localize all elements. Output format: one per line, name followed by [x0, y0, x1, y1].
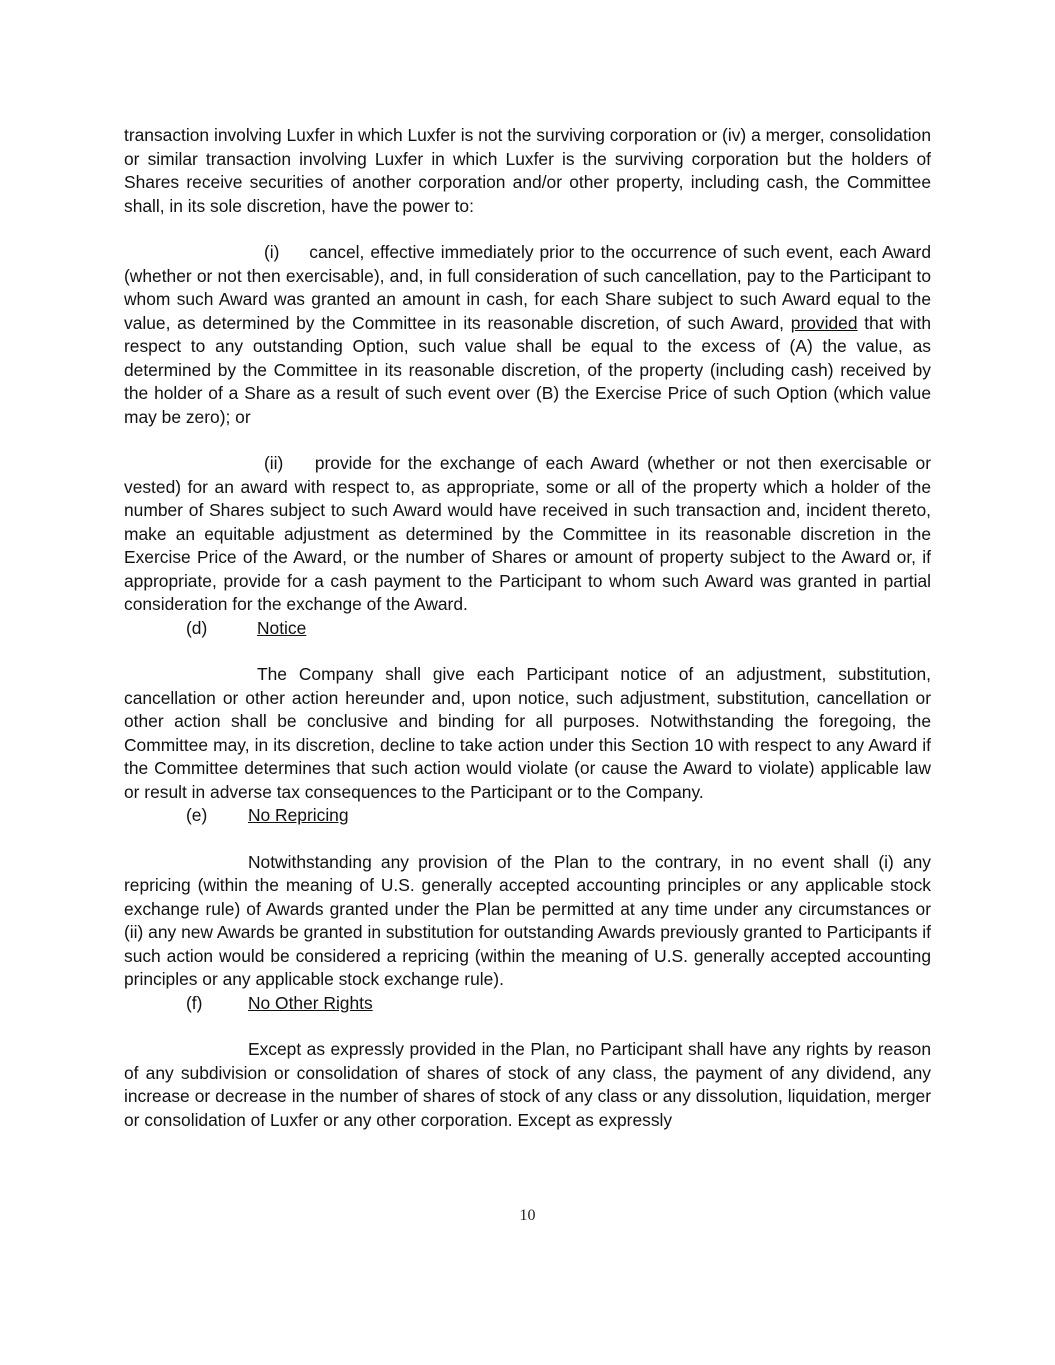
section-e-body: Notwithstanding any provision of the Plan to the contrary, in no event shall (i) any repricing (within the meaning of U.S. generally accepted accounting principles or any applicable stock exchange rule) of Awards granted under the Plan be permitted at any time under any circumstances or (ii) any new Awards be granted in substitution for outstanding Awards previously granted to Participants if such action would be considered a repricing (within the meaning of U.S. generally accepted accounting principles or any applicable stock exchange rule). — [124, 851, 931, 989]
item-ii-text: provide for the exchange of each Award (whether or not then exercisable or vested) for an award with respect to, as appropriate, some or all of the property which a holder of the number of Shares subject to such Award would have received in such transaction and, incident thereto, make an equitable adjustment as determined by the Committee in its reasonable discretion in the Exercise Price of the Award, or the number of Shares or amount of property subject to the Award or, if appropriate, provide for a cash payment to the Participant to whom such Award was granted in partial consideration for the exchange of the Award. — [124, 453, 932, 614]
section-f-heading — [124, 992, 931, 1016]
provided-term: provided — [790, 312, 858, 333]
item-i-text-after: that with respect to any outstanding Option, such value shall be equal to the excess of (A) the value, as determined by the Committee in its reasonable discretion, of the property (including cash) received by the holder of a Share as a result of such event over (B) the Exercise Price of such Option (which value may be zero); or — [124, 312, 932, 427]
section-d-body: The Company shall give each Participant notice of an adjustment, substitution, cancellation or other action hereunder and, upon notice, such adjustment, substitution, cancellation or other action shall be conclusive and binding for all purposes. Notwithstanding the foregoing, the Committee may, in its discretion, decline to take action under this Section 10 with respect to any Award if the Committee determines that such action would violate (or cause the Award to violate) applicable law or result in adverse tax consequences to the Participant or to the Company. — [124, 664, 931, 802]
section-f-number: (f) — [186, 992, 203, 1013]
section-f-body: Except as expressly provided in the Plan, no Participant shall have any rights by reason of any subdivision or consolidation of shares of stock of any class, the payment of any dividend, any increase or decrease in the number of shares of stock of any class or any dissolution, liquidation, merger or consolidation of Luxfer or any other corporation. Except as expressly — [124, 1039, 931, 1130]
section-d-number: (d) — [186, 617, 208, 638]
document-page — [124, 124, 931, 1132]
section-e-title: No Repricing — [248, 805, 349, 825]
intro-paragraph: transaction involving Luxfer in which Luxfer is not the surviving corporation or (iv) a merger, consolidation or similar transaction involving Luxfer in which Luxfer is the surviving corporation but the holders of Shares receive securities of another corporation and/or other property, including cash, the Committee shall, in its sole discretion, have the power to: — [124, 125, 931, 216]
section-e-heading — [124, 804, 931, 828]
page-number: 10 — [519, 1207, 536, 1224]
item-i-paragraph — [124, 241, 931, 429]
section-d-title: Notice — [257, 617, 307, 638]
section-e-number: (e) — [186, 805, 208, 825]
item-ii-paragraph — [124, 452, 931, 617]
section-f-title: No Other Rights — [248, 992, 373, 1013]
item-i-marker: (i) — [264, 242, 280, 262]
item-i-text-before: cancel, effective immediately prior to the occurrence of such event, each Award (whether or not then exercisable), and, in full consideration of such cancellation, pay to the Participant to whom such Award was granted an amount in cash, for each Share subject to such Award equal to the value, as determined by the Committee in its reasonable discretion, of such Award, — [124, 242, 931, 333]
item-ii-marker: (ii) — [264, 453, 284, 473]
section-d-heading — [124, 617, 931, 641]
